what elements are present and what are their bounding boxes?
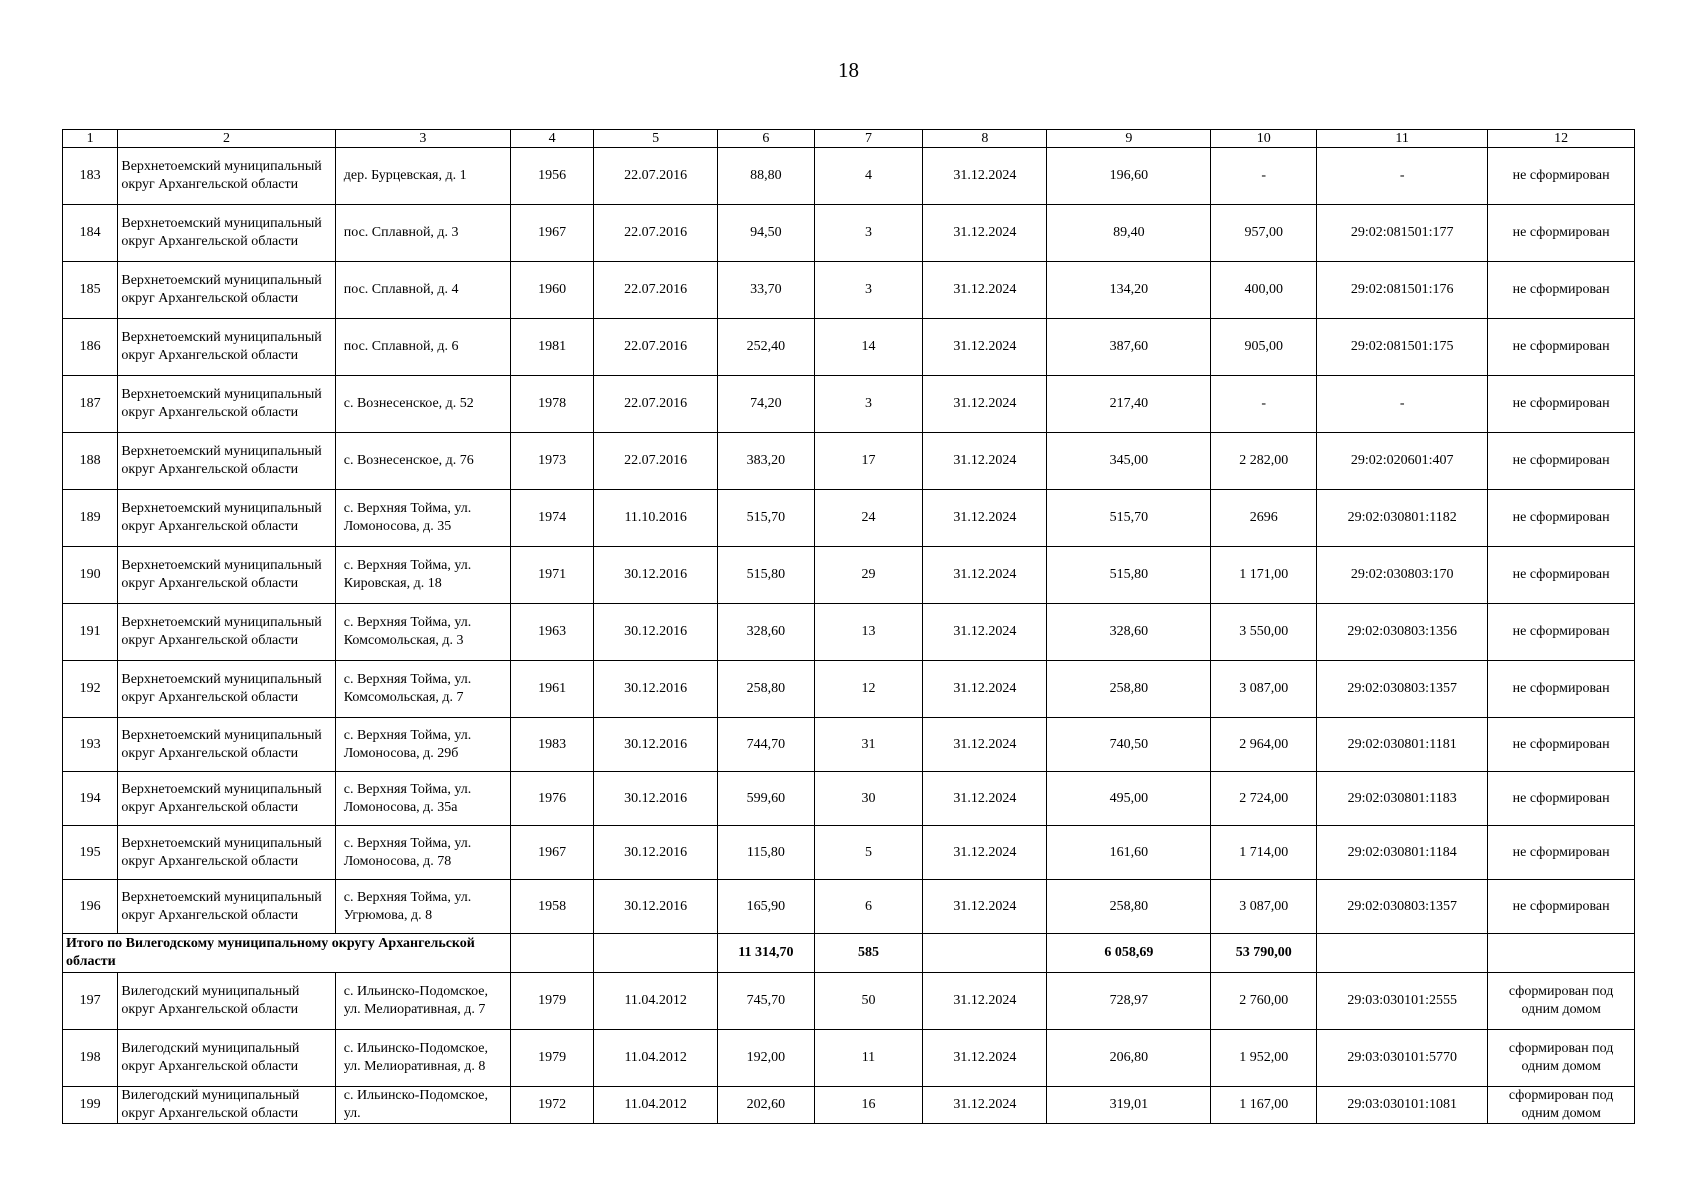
status-cell: не сформирован [1488, 148, 1635, 205]
row-number: 194 [63, 772, 118, 826]
cadastral-number-cell: 29:02:030803:1357 [1317, 661, 1488, 718]
deadline-cell: 31.12.2024 [923, 772, 1047, 826]
date-cell: 22.07.2016 [594, 205, 718, 262]
housing-table [62, 129, 1635, 1124]
year-cell: 1967 [511, 205, 594, 262]
area2-cell: 206,80 [1047, 1030, 1211, 1087]
area-cell: 88,80 [718, 148, 814, 205]
table-row [63, 661, 1635, 718]
status-cell: не сформирован [1488, 880, 1635, 934]
cadastral-number-cell: 29:02:020601:407 [1317, 433, 1488, 490]
table-row [63, 880, 1635, 934]
address-cell: дер. Бурцевская, д. 1 [335, 148, 510, 205]
status-cell: не сформирован [1488, 718, 1635, 772]
area-cell: 115,80 [718, 826, 814, 880]
area2-cell: 515,80 [1047, 547, 1211, 604]
date-cell: 22.07.2016 [594, 319, 718, 376]
table-row [63, 547, 1635, 604]
table-row [63, 1087, 1635, 1124]
row-number: 186 [63, 319, 118, 376]
year-cell: 1958 [511, 880, 594, 934]
area2-cell: 258,80 [1047, 880, 1211, 934]
land-area-cell: 400,00 [1211, 262, 1317, 319]
land-area-cell: - [1211, 148, 1317, 205]
status-cell: не сформирован [1488, 376, 1635, 433]
residents-cell: 29 [814, 547, 923, 604]
deadline-cell: 31.12.2024 [923, 148, 1047, 205]
municipality-cell: Верхнетоемский муниципальный округ Архангельской области [118, 547, 335, 604]
deadline-cell: 31.12.2024 [923, 1030, 1047, 1087]
land-area-cell: 2 282,00 [1211, 433, 1317, 490]
municipality-cell: Верхнетоемский муниципальный округ Архангельской области [118, 490, 335, 547]
land-area-cell: 1 714,00 [1211, 826, 1317, 880]
area2-cell: 258,80 [1047, 661, 1211, 718]
date-cell: 30.12.2016 [594, 826, 718, 880]
area-cell: 258,80 [718, 661, 814, 718]
total-residents: 585 [814, 934, 923, 973]
deadline-cell: 31.12.2024 [923, 205, 1047, 262]
area-cell: 383,20 [718, 433, 814, 490]
column-header: 3 [335, 130, 510, 148]
deadline-cell: 31.12.2024 [923, 1087, 1047, 1124]
column-header: 1 [63, 130, 118, 148]
total-label: Итого по Вилегодскому муниципальному округу Архангельской области [63, 934, 511, 973]
address-cell: с. Верхняя Тойма, ул. Ломоносова, д. 78 [335, 826, 510, 880]
table-row [63, 433, 1635, 490]
cadastral-number-cell: 29:02:030803:1356 [1317, 604, 1488, 661]
status-cell: не сформирован [1488, 490, 1635, 547]
table-row [63, 604, 1635, 661]
year-cell: 1971 [511, 547, 594, 604]
date-cell: 30.12.2016 [594, 718, 718, 772]
year-cell: 1976 [511, 772, 594, 826]
address-cell: с. Ильинско-Подомское, ул. Мелиоративная, д. 8 [335, 1030, 510, 1087]
date-cell: 30.12.2016 [594, 547, 718, 604]
cadastral-number-cell: 29:02:030801:1182 [1317, 490, 1488, 547]
land-area-cell: 3 087,00 [1211, 661, 1317, 718]
land-area-cell: 2 724,00 [1211, 772, 1317, 826]
year-cell: 1979 [511, 973, 594, 1030]
cadastral-number-cell: 29:02:030801:1181 [1317, 718, 1488, 772]
land-area-cell: 905,00 [1211, 319, 1317, 376]
date-cell: 30.12.2016 [594, 661, 718, 718]
area2-cell: 387,60 [1047, 319, 1211, 376]
empty-cell [511, 934, 594, 973]
residents-cell: 12 [814, 661, 923, 718]
municipality-cell: Верхнетоемский муниципальный округ Архангельской области [118, 205, 335, 262]
residents-cell: 24 [814, 490, 923, 547]
land-area-cell: 957,00 [1211, 205, 1317, 262]
row-number: 190 [63, 547, 118, 604]
year-cell: 1979 [511, 1030, 594, 1087]
year-cell: 1967 [511, 826, 594, 880]
municipality-cell: Верхнетоемский муниципальный округ Архангельской области [118, 772, 335, 826]
year-cell: 1961 [511, 661, 594, 718]
table-row [63, 1030, 1635, 1087]
area2-cell: 89,40 [1047, 205, 1211, 262]
year-cell: 1972 [511, 1087, 594, 1124]
status-cell: не сформирован [1488, 205, 1635, 262]
table-row [63, 718, 1635, 772]
residents-cell: 3 [814, 376, 923, 433]
area-cell: 192,00 [718, 1030, 814, 1087]
municipality-cell: Верхнетоемский муниципальный округ Архангельской области [118, 148, 335, 205]
land-area-cell: 3 550,00 [1211, 604, 1317, 661]
residents-cell: 3 [814, 262, 923, 319]
year-cell: 1960 [511, 262, 594, 319]
status-cell: не сформирован [1488, 433, 1635, 490]
row-number: 187 [63, 376, 118, 433]
date-cell: 11.10.2016 [594, 490, 718, 547]
row-number: 184 [63, 205, 118, 262]
residents-cell: 17 [814, 433, 923, 490]
area2-cell: 328,60 [1047, 604, 1211, 661]
table-row [63, 376, 1635, 433]
land-area-cell: - [1211, 376, 1317, 433]
status-cell: не сформирован [1488, 262, 1635, 319]
total-land: 53 790,00 [1211, 934, 1317, 973]
area-cell: 165,90 [718, 880, 814, 934]
deadline-cell: 31.12.2024 [923, 547, 1047, 604]
deadline-cell: 31.12.2024 [923, 319, 1047, 376]
municipality-cell: Верхнетоемский муниципальный округ Архангельской области [118, 880, 335, 934]
status-cell: сформирован под одним домом [1488, 1087, 1635, 1124]
area-cell: 599,60 [718, 772, 814, 826]
table-row [63, 490, 1635, 547]
year-cell: 1956 [511, 148, 594, 205]
date-cell: 11.04.2012 [594, 1087, 718, 1124]
column-header: 12 [1488, 130, 1635, 148]
area-cell: 252,40 [718, 319, 814, 376]
area-cell: 328,60 [718, 604, 814, 661]
deadline-cell: 31.12.2024 [923, 973, 1047, 1030]
land-area-cell: 2 964,00 [1211, 718, 1317, 772]
area2-cell: 217,40 [1047, 376, 1211, 433]
column-header: 4 [511, 130, 594, 148]
status-cell: не сформирован [1488, 826, 1635, 880]
status-cell: сформирован под одним домом [1488, 973, 1635, 1030]
cadastral-number-cell: 29:02:030801:1183 [1317, 772, 1488, 826]
area2-cell: 345,00 [1047, 433, 1211, 490]
deadline-cell: 31.12.2024 [923, 433, 1047, 490]
column-header: 7 [814, 130, 923, 148]
date-cell: 30.12.2016 [594, 772, 718, 826]
land-area-cell: 1 952,00 [1211, 1030, 1317, 1087]
cadastral-number-cell: 29:02:081501:176 [1317, 262, 1488, 319]
date-cell: 22.07.2016 [594, 148, 718, 205]
table-row [63, 148, 1635, 205]
row-number: 189 [63, 490, 118, 547]
area-cell: 515,70 [718, 490, 814, 547]
column-header: 8 [923, 130, 1047, 148]
land-area-cell: 2696 [1211, 490, 1317, 547]
address-cell: с. Ильинско-Подомское, ул. Мелиоративная, д. 7 [335, 973, 510, 1030]
cadastral-number-cell: 29:02:081501:177 [1317, 205, 1488, 262]
address-cell: пос. Сплавной, д. 6 [335, 319, 510, 376]
status-cell: не сформирован [1488, 319, 1635, 376]
row-number: 193 [63, 718, 118, 772]
column-header: 6 [718, 130, 814, 148]
residents-cell: 14 [814, 319, 923, 376]
land-area-cell: 1 171,00 [1211, 547, 1317, 604]
row-number: 188 [63, 433, 118, 490]
residents-cell: 31 [814, 718, 923, 772]
status-cell: не сформирован [1488, 604, 1635, 661]
total-row [63, 934, 1635, 973]
address-cell: с. Верхняя Тойма, ул. Кировская, д. 18 [335, 547, 510, 604]
address-cell: с. Ильинско-Подомское, ул. [335, 1087, 510, 1124]
deadline-cell: 31.12.2024 [923, 262, 1047, 319]
address-cell: с. Верхняя Тойма, ул. Угрюмова, д. 8 [335, 880, 510, 934]
residents-cell: 3 [814, 205, 923, 262]
address-cell: с. Верхняя Тойма, ул. Комсомольская, д. 3 [335, 604, 510, 661]
row-number: 183 [63, 148, 118, 205]
cadastral-number-cell: 29:02:081501:175 [1317, 319, 1488, 376]
column-header: 10 [1211, 130, 1317, 148]
residents-cell: 4 [814, 148, 923, 205]
deadline-cell: 31.12.2024 [923, 826, 1047, 880]
area2-cell: 495,00 [1047, 772, 1211, 826]
deadline-cell: 31.12.2024 [923, 718, 1047, 772]
municipality-cell: Вилегодский муниципальный округ Архангельской области [118, 973, 335, 1030]
column-header: 5 [594, 130, 718, 148]
land-area-cell: 3 087,00 [1211, 880, 1317, 934]
status-cell: не сформирован [1488, 772, 1635, 826]
table-row [63, 772, 1635, 826]
area2-cell: 196,60 [1047, 148, 1211, 205]
land-area-cell: 1 167,00 [1211, 1087, 1317, 1124]
year-cell: 1974 [511, 490, 594, 547]
municipality-cell: Вилегодский муниципальный округ Архангельской области [118, 1030, 335, 1087]
area-cell: 33,70 [718, 262, 814, 319]
total-area2: 6 058,69 [1047, 934, 1211, 973]
deadline-cell: 31.12.2024 [923, 880, 1047, 934]
row-number: 199 [63, 1087, 118, 1124]
status-cell: не сформирован [1488, 547, 1635, 604]
row-number: 195 [63, 826, 118, 880]
area2-cell: 161,60 [1047, 826, 1211, 880]
address-cell: с. Вознесенское, д. 52 [335, 376, 510, 433]
date-cell: 11.04.2012 [594, 973, 718, 1030]
empty-cell [1488, 934, 1635, 973]
cadastral-number-cell: 29:02:030801:1184 [1317, 826, 1488, 880]
year-cell: 1981 [511, 319, 594, 376]
municipality-cell: Верхнетоемский муниципальный округ Архангельской области [118, 376, 335, 433]
date-cell: 11.04.2012 [594, 1030, 718, 1087]
table-row [63, 973, 1635, 1030]
address-cell: пос. Сплавной, д. 4 [335, 262, 510, 319]
deadline-cell: 31.12.2024 [923, 661, 1047, 718]
municipality-cell: Верхнетоемский муниципальный округ Архангельской области [118, 262, 335, 319]
residents-cell: 16 [814, 1087, 923, 1124]
table-row [63, 205, 1635, 262]
cadastral-number-cell: 29:03:030101:2555 [1317, 973, 1488, 1030]
column-header: 9 [1047, 130, 1211, 148]
year-cell: 1983 [511, 718, 594, 772]
row-number: 185 [63, 262, 118, 319]
area-cell: 744,70 [718, 718, 814, 772]
status-cell: сформирован под одним домом [1488, 1030, 1635, 1087]
area2-cell: 515,70 [1047, 490, 1211, 547]
cadastral-number-cell: 29:03:030101:5770 [1317, 1030, 1488, 1087]
address-cell: с. Верхняя Тойма, ул. Ломоносова, д. 35 [335, 490, 510, 547]
cadastral-number-cell: - [1317, 376, 1488, 433]
cadastral-number-cell: 29:03:030101:1081 [1317, 1087, 1488, 1124]
residents-cell: 11 [814, 1030, 923, 1087]
address-cell: с. Верхняя Тойма, ул. Ломоносова, д. 35а [335, 772, 510, 826]
status-cell: не сформирован [1488, 661, 1635, 718]
municipality-cell: Верхнетоемский муниципальный округ Архангельской области [118, 319, 335, 376]
land-area-cell: 2 760,00 [1211, 973, 1317, 1030]
year-cell: 1973 [511, 433, 594, 490]
address-cell: с. Вознесенское, д. 76 [335, 433, 510, 490]
residents-cell: 13 [814, 604, 923, 661]
row-number: 196 [63, 880, 118, 934]
year-cell: 1978 [511, 376, 594, 433]
address-cell: с. Верхняя Тойма, ул. Ломоносова, д. 29б [335, 718, 510, 772]
address-cell: пос. Сплавной, д. 3 [335, 205, 510, 262]
column-header: 11 [1317, 130, 1488, 148]
area2-cell: 319,01 [1047, 1087, 1211, 1124]
table-row [63, 826, 1635, 880]
municipality-cell: Верхнетоемский муниципальный округ Архангельской области [118, 826, 335, 880]
residents-cell: 50 [814, 973, 923, 1030]
date-cell: 30.12.2016 [594, 604, 718, 661]
year-cell: 1963 [511, 604, 594, 661]
table-header-row [63, 130, 1635, 148]
row-number: 191 [63, 604, 118, 661]
deadline-cell: 31.12.2024 [923, 490, 1047, 547]
municipality-cell: Верхнетоемский муниципальный округ Архангельской области [118, 718, 335, 772]
cadastral-number-cell: - [1317, 148, 1488, 205]
cadastral-number-cell: 29:02:030803:1357 [1317, 880, 1488, 934]
total-area: 11 314,70 [718, 934, 814, 973]
area-cell: 94,50 [718, 205, 814, 262]
cadastral-number-cell: 29:02:030803:170 [1317, 547, 1488, 604]
deadline-cell: 31.12.2024 [923, 604, 1047, 661]
residents-cell: 6 [814, 880, 923, 934]
municipality-cell: Верхнетоемский муниципальный округ Архангельской области [118, 661, 335, 718]
row-number: 197 [63, 973, 118, 1030]
table-row [63, 319, 1635, 376]
date-cell: 22.07.2016 [594, 433, 718, 490]
page-number: 18 [838, 58, 859, 82]
address-cell: с. Верхняя Тойма, ул. Комсомольская, д. 7 [335, 661, 510, 718]
empty-cell [923, 934, 1047, 973]
date-cell: 22.07.2016 [594, 376, 718, 433]
municipality-cell: Верхнетоемский муниципальный округ Архангельской области [118, 604, 335, 661]
column-header: 2 [118, 130, 335, 148]
empty-cell [594, 934, 718, 973]
row-number: 198 [63, 1030, 118, 1087]
empty-cell [1317, 934, 1488, 973]
table-row [63, 262, 1635, 319]
date-cell: 22.07.2016 [594, 262, 718, 319]
deadline-cell: 31.12.2024 [923, 376, 1047, 433]
area-cell: 515,80 [718, 547, 814, 604]
row-number: 192 [63, 661, 118, 718]
date-cell: 30.12.2016 [594, 880, 718, 934]
municipality-cell: Верхнетоемский муниципальный округ Архангельской области [118, 433, 335, 490]
area-cell: 745,70 [718, 973, 814, 1030]
area-cell: 74,20 [718, 376, 814, 433]
area-cell: 202,60 [718, 1087, 814, 1124]
municipality-cell: Вилегодский муниципальный округ Архангельской области [118, 1087, 335, 1124]
area2-cell: 134,20 [1047, 262, 1211, 319]
residents-cell: 30 [814, 772, 923, 826]
area2-cell: 740,50 [1047, 718, 1211, 772]
area2-cell: 728,97 [1047, 973, 1211, 1030]
residents-cell: 5 [814, 826, 923, 880]
